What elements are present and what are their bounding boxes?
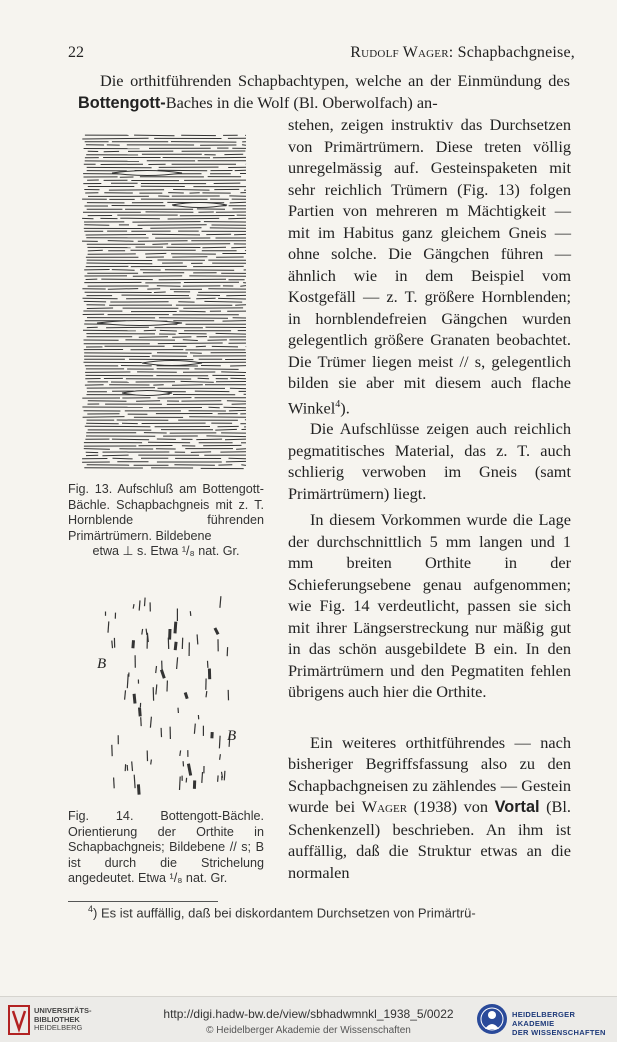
figure-14-orthite	[140, 708, 141, 717]
figure-13-stroke	[202, 247, 226, 248]
figure-13-stroke	[84, 449, 110, 450]
figure-13-stroke	[209, 407, 220, 408]
figure-14-dash	[180, 750, 181, 756]
figure-14-dash	[206, 691, 207, 697]
intro-paragraph	[78, 70, 570, 114]
figure-14-dash	[190, 611, 191, 616]
figure-14-dash	[219, 736, 220, 749]
figure-13-stroke	[179, 311, 205, 312]
header-title: : Schapbachgneise,	[449, 44, 575, 61]
figure-13-stroke	[229, 458, 247, 459]
figure-13-stroke	[85, 426, 151, 427]
figure-13-stroke	[227, 401, 246, 402]
figure-13-stroke	[83, 417, 125, 418]
figure-14-dash	[141, 717, 142, 726]
figure-13-stroke	[171, 142, 237, 143]
paragraph-4: Ein weiteres orthitführendes — nach bisheriger Begriffsfassung also zu den Schapbachgneisen zu zählendes — Gestein wurde bei Wager (1938) von Vortal (Bl. Schenkenzell) beschrieben. An ihm ist auffällig, daß die Struktur etwas an die normalen	[288, 732, 571, 884]
figure-14-dash	[197, 634, 198, 644]
figure-14-dash	[125, 690, 126, 699]
figure-13-stroke	[181, 381, 214, 382]
figure-13-stroke	[229, 410, 246, 411]
figure-13-stroke	[136, 401, 160, 402]
figure-14-dash	[156, 666, 157, 673]
figure-14-orthite	[185, 693, 187, 699]
figure-13-stroke	[221, 372, 246, 373]
figure-14-dash	[218, 775, 219, 781]
paragraph-3: In diesem Vorkommen wurde die Lage der durchschnittlich 5 mm langen und 1 mm breiten Orthite in der Schieferungsebene genau aufgenommen; wie Fig. 14 verdeutlicht, passen sie sich mit ihrer Längserstreckung nur mäßig gut in das schön ausgebildete B ein. In den Primärtrümern und den Pegmatiten fehlen übrigens auch hier die Orthite.	[288, 509, 571, 703]
figure-14-dash	[151, 760, 152, 765]
paragraph-1: stehen, zeigen instruktiv das Durchsetzen von Primärtrümern. Diese treten völlig unregelmässig auf. Gesteinspaketen mit sehr reichlich Trümern (Fig. 13) folgen Partien von mehreren m Mächtigkeit — mit im Habitus ganz gleichem Gneis — ohne solche. Die Gängchen führen — ähnlich wie in dem Beispiel vom Kostgefäll — z. T. größere Hornblenden; in hornblendefreien Gängchen wurden gelegentlich größere Granaten beobachtet. Die Trümer liegen meist // s, gelegentlich bilden sie aber mit diesem auch flache Winkel$^4$).	[288, 114, 571, 418]
figure-13-stroke	[84, 225, 109, 226]
figure-13-stroke	[150, 228, 201, 229]
figure-14-dash	[224, 771, 225, 781]
figure-14-dash	[194, 724, 195, 734]
figure-13-stroke	[87, 308, 113, 309]
figure-14-dash	[220, 596, 221, 608]
figure-14-orthite	[138, 784, 139, 794]
figure-13-stroke	[172, 385, 203, 386]
figure-13-stroke	[204, 301, 242, 302]
figure-13-drawing	[82, 133, 248, 471]
footnote-ref[interactable]: 4	[335, 399, 340, 410]
figure-14-dash	[146, 629, 147, 635]
figure-13-stroke	[86, 235, 146, 236]
figure-14-dash	[112, 641, 113, 649]
figure-13-stroke	[108, 289, 138, 290]
figure-13-stroke	[145, 253, 166, 254]
figure-13-stroke	[218, 298, 246, 299]
figure-13-stroke	[113, 458, 133, 459]
figure-14-dash	[177, 657, 178, 669]
figure-13-stroke	[152, 234, 200, 235]
figure-14-dash	[134, 775, 135, 789]
figure-13-stroke	[102, 455, 128, 456]
figure-13-stroke	[226, 461, 246, 462]
figure-13-stroke	[83, 298, 118, 299]
figure-14-dash	[202, 772, 203, 783]
paragraph-2: Die Aufschlüsse zeigen auch reichlich pegmatitisches Material, das z. T. auch schlierig verwoben im Gneis (samt Primärtrümern) liegt.	[288, 418, 571, 504]
academy-seal-icon	[476, 1002, 508, 1036]
figure-13-vein	[172, 203, 227, 208]
intro-text-1: Die orthitführenden Schapbachtypen, welche an der Einmündung des	[100, 71, 570, 90]
figure-13-vein	[112, 171, 182, 176]
figure-13-stroke	[84, 301, 106, 302]
figure-14-orthite	[175, 642, 176, 650]
figure-13-stroke	[191, 452, 211, 453]
figure-13-stroke	[122, 295, 190, 296]
viewer-footer	[0, 996, 617, 1042]
copyright-notice: © Heidelberger Akademie der Wissenschaften	[0, 1025, 617, 1036]
figure-13-stroke	[106, 327, 149, 328]
figure-13-stroke	[112, 439, 149, 440]
figure-14-orthite	[134, 694, 135, 704]
figure-13-stroke	[196, 439, 222, 440]
figure-13-stroke	[235, 305, 246, 306]
figure-14-orthite	[161, 670, 164, 678]
figure-13-stroke	[189, 417, 246, 418]
figure-14-orthite	[133, 640, 134, 648]
figure-13-vein	[122, 391, 172, 396]
figure-13-stroke	[173, 190, 209, 191]
running-header	[350, 44, 575, 62]
figure-13-stroke	[112, 270, 135, 271]
figure-14-dash	[142, 629, 143, 635]
figure-13-stroke	[87, 465, 130, 466]
figure-13-stroke	[240, 286, 246, 287]
figure-14-dash	[220, 754, 221, 760]
figure-13-stroke	[212, 346, 238, 347]
figure-14-b-label-left: B	[97, 656, 106, 672]
figure-13-stroke	[236, 449, 246, 450]
intro-text-2: Baches in die Wolf (Bl. Oberwolfach) an-	[166, 93, 438, 112]
figure-14-orthite	[175, 622, 176, 634]
figure-13-stroke	[86, 263, 152, 264]
figure-13-stroke	[230, 202, 246, 203]
figure-14-dash	[114, 778, 115, 789]
figure-13-stroke	[134, 135, 174, 136]
figure-13-vein	[142, 361, 202, 366]
figure-13-vein	[97, 321, 182, 326]
figure-13-stroke	[152, 244, 168, 245]
figure-13-stroke	[241, 465, 246, 466]
figure-14-caption: Fig. 14. Bottengott-Bächle. Orientierung der Orthite in Schapbachgneis; Bildebene // s; B ist durch die Strichelung angedeutet. Etwa ¹/₈ nat. Gr.	[68, 809, 264, 894]
figure-14-dash	[180, 777, 181, 791]
figure-13-stroke	[228, 218, 246, 219]
figure-14-orthite	[215, 628, 218, 634]
page-number: 22	[68, 44, 84, 62]
university-library-name: UNIVERSITÄTS- BIBLIOTHEK HEIDELBERG	[34, 1007, 92, 1033]
figure-14-dash	[156, 684, 157, 694]
figure-14-orthite	[188, 764, 190, 776]
header-author: Rudolf Wager	[350, 44, 449, 61]
figure-13-stroke	[223, 321, 247, 322]
figure-13-caption: Fig. 13. Aufschluß am Bottengott-Bächle. Schapbachgneis mit z. T. Hornblende führenden Primärtrümern. Bildebene etwa ⊥ s. Etwa ¹/₈ nat. Gr.	[68, 482, 264, 576]
figure-13-stroke	[138, 241, 188, 242]
figure-14-dash	[108, 621, 109, 632]
figure-13-stroke	[132, 222, 200, 223]
figure-14-dash	[127, 674, 128, 688]
footnote: $^4$) Es ist auffällig, daß bei diskordantem Durchsetzen von Primärtrü-	[88, 904, 476, 920]
figure-13-stroke	[108, 241, 134, 242]
figure-13-stroke	[83, 330, 136, 331]
intro-bold-place: Bottengott-	[78, 94, 166, 112]
figure-13-stroke	[126, 298, 190, 299]
figure-13-stroke	[225, 439, 246, 440]
permalink-url[interactable]: http://digi.hadw-bw.de/view/sbhadwmnkl_1938_5/0022	[0, 1007, 617, 1021]
figure-14-drawing	[95, 588, 245, 800]
figure-13-stroke	[195, 391, 230, 392]
figure-14-dash	[145, 598, 146, 607]
figure-14-b-label-right: B	[227, 728, 236, 744]
figure-13-stroke	[174, 465, 215, 466]
figure-13-stroke	[215, 429, 237, 430]
figure-13-stroke	[154, 292, 166, 293]
figure-13-stroke	[139, 337, 168, 338]
figure-13-stroke	[86, 423, 119, 424]
figure-13-stroke	[216, 333, 246, 334]
figure-13-stroke	[101, 279, 153, 280]
figure-13-stroke	[158, 343, 223, 344]
figure-13-stroke	[171, 244, 230, 245]
figure-14-dash	[132, 761, 133, 771]
figure-13-stroke	[120, 218, 160, 219]
figure-13-stroke	[88, 401, 127, 402]
figure-13-stroke	[231, 247, 246, 248]
right-column-text	[288, 114, 571, 883]
figure-13-stroke	[88, 250, 103, 251]
figure-13-stroke	[245, 250, 246, 251]
academy-name: HEIDELBERGER AKADEMIE DER WISSENSCHAFTEN	[512, 1010, 617, 1037]
figure-13-stroke	[183, 340, 198, 341]
figure-13-stroke	[168, 218, 220, 219]
figure-14-dash	[139, 600, 140, 610]
footnote-rule	[68, 901, 218, 902]
figure-13-stroke	[82, 138, 148, 139]
figure-13-stroke	[160, 330, 177, 331]
figure-14-dash	[150, 717, 151, 728]
figure-14-dash	[133, 604, 134, 609]
figure-13-stroke	[195, 369, 239, 370]
figure-13-stroke	[206, 436, 246, 437]
